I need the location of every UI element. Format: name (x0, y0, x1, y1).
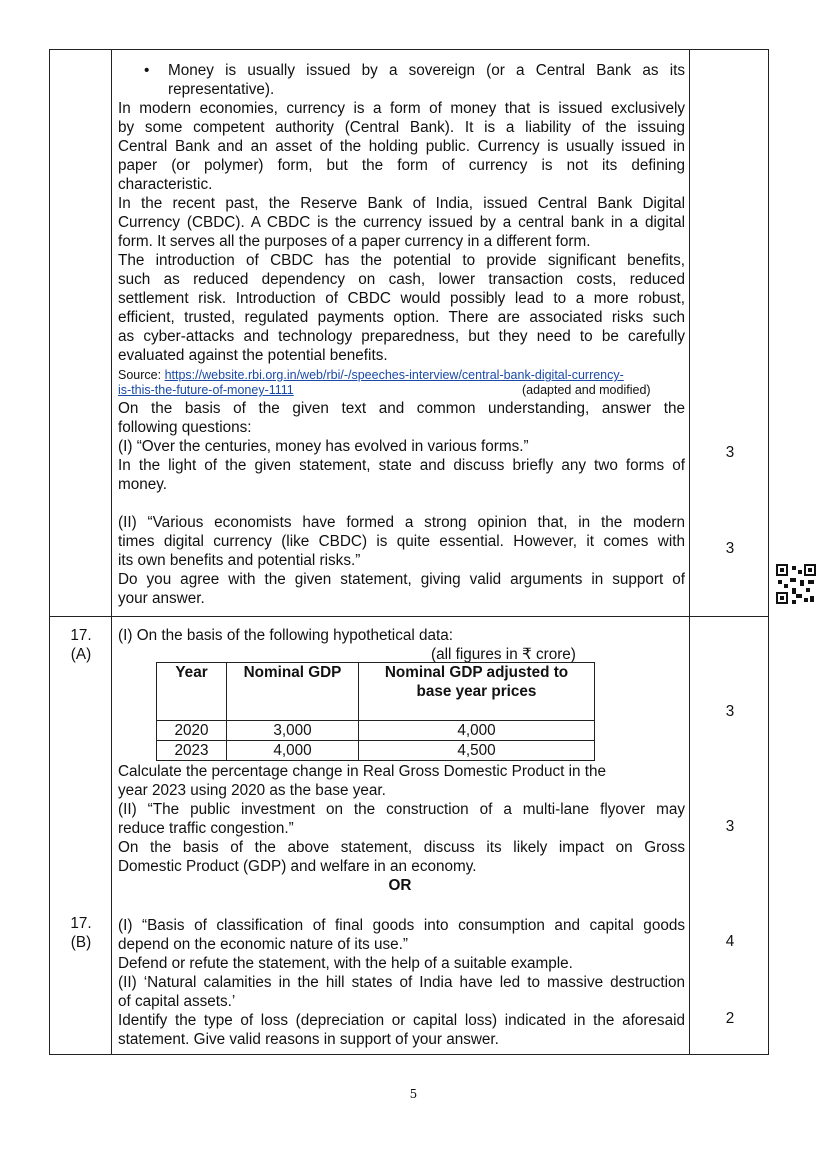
or-divider: OR (388, 877, 412, 894)
marks-value: 3 (725, 703, 735, 720)
source-line (118, 368, 685, 383)
passage-line: evaluated against the potential benefits. (118, 347, 388, 364)
table-cell: 2023 (157, 741, 227, 761)
table-cell: 2020 (157, 721, 227, 741)
bullet-text-line: representative). (168, 81, 275, 98)
question-part-1: (I) “Basis of classification of final goods into consumption and capital goods (118, 917, 685, 934)
question-number: 17. (70, 627, 92, 644)
bullet-text-line: Money is usually issued by a sovereign (or a Central Bank as its (168, 62, 685, 79)
column-divider-left (111, 50, 112, 1054)
table-cell: 4,000 (227, 741, 359, 761)
task-line: Do you agree with the given statement, giving valid arguments in support of (118, 571, 685, 588)
task-line: money. (118, 476, 168, 493)
passage-line: by some competent authority (Central Bank). It is a liability of the issuing (118, 119, 685, 136)
calc-line: year 2023 using 2020 as the base year. (118, 782, 386, 799)
question-part-2: (II) “The public investment on the construction of a multi-lane flyover may (118, 801, 685, 818)
instruction-line: On the basis of the given text and common understanding, answer the (118, 400, 685, 417)
task-line: Domestic Product (GDP) and welfare in an economy. (118, 858, 477, 875)
units-note: (all figures in ₹ crore) (431, 646, 576, 663)
passage-line: paper (or polymer) form, but the form of currency is not its defining (118, 157, 685, 174)
table-cell: 4,000 (359, 721, 595, 741)
passage-line: as cyber-attacks and technology preparedness, but they need to be carefully (118, 328, 685, 345)
task-line: your answer. (118, 590, 205, 607)
marks-value: 3 (725, 818, 735, 835)
bullet-dot: • (144, 62, 150, 79)
task-line: Identify the type of loss (depreciation or capital loss) indicated in the aforesaid (118, 1012, 685, 1029)
table-row (157, 721, 595, 741)
calc-line: Calculate the percentage change in Real Gross Domestic Product in the (118, 763, 607, 780)
question-sub-label: (A) (70, 646, 92, 663)
source-note: (adapted and modified) (522, 383, 651, 397)
marks-value: 3 (725, 540, 735, 557)
question-part-2: of capital assets.’ (118, 993, 236, 1010)
source-link[interactable]: https://website.rbi.org.in/web/rbi/-/speeches-interview/central-bank-digital-currency- (164, 368, 624, 382)
passage-line: In modern economies, currency is a form of money that is issued exclusively (118, 100, 685, 117)
source-line (118, 383, 685, 398)
question-intro: (I) On the basis of the following hypothetical data: (118, 627, 454, 644)
table-cell: 4,500 (359, 741, 595, 761)
passage-line: such as reduced dependency on cash, lower transaction costs, reduced (118, 271, 685, 288)
question-number: 17. (70, 915, 92, 932)
passage-line: efficient, trusted, regulated payments option. There are associated risks such (118, 309, 685, 326)
marks-value: 2 (725, 1010, 735, 1027)
question-part-2: its own benefits and potential risks.” (118, 552, 361, 569)
question-part-2: times digital currency (like CBDC) is quite essential. However, it comes with (118, 533, 685, 550)
table-header: Nominal GDP adjusted to base year prices (359, 663, 595, 721)
question-part-2: (II) “Various economists have formed a strong opinion that, in the modern (118, 514, 685, 531)
task-line: Defend or refute the statement, with the help of a suitable example. (118, 955, 573, 972)
page-number: 5 (409, 1087, 418, 1101)
table-header: Nominal GDP (227, 663, 359, 721)
row-divider (50, 616, 768, 617)
question-part-1: (I) “Over the centuries, money has evolved in various forms.” (118, 438, 529, 455)
gdp-table (156, 662, 595, 761)
source-label: Source: (118, 368, 162, 382)
task-line: statement. Give valid reasons in support of your answer. (118, 1031, 499, 1048)
qr-code-icon (776, 564, 816, 604)
question-sub-label: (B) (70, 934, 92, 951)
column-divider-right (689, 50, 690, 1054)
instruction-line: following questions: (118, 419, 252, 436)
passage-line: characteristic. (118, 176, 213, 193)
marks-value: 3 (725, 444, 735, 461)
table-cell: 3,000 (227, 721, 359, 741)
table-header-row (157, 663, 595, 721)
passage-line: The introduction of CBDC has the potential to provide significant benefits, (118, 252, 685, 269)
question-part-2: (II) ‘Natural calamities in the hill states of India have led to massive destruction (118, 974, 685, 991)
table-header: Year (157, 663, 227, 721)
table-row (157, 741, 595, 761)
passage-line: In the recent past, the Reserve Bank of India, issued Central Bank Digital (118, 195, 685, 212)
question-part-1: depend on the economic nature of its use.” (118, 936, 408, 953)
task-line: In the light of the given statement, state and discuss briefly any two forms of (118, 457, 685, 474)
passage-line: settlement risk. Introduction of CBDC would possibly lead to a more robust, (118, 290, 685, 307)
passage-line: Currency (CBDC). A CBDC is the currency issued by a central bank in a digital (118, 214, 685, 231)
passage-line: Central Bank and an asset of the holding public. Currency is usually issued in (118, 138, 685, 155)
source-link[interactable]: is-this-the-future-of-money-1111 (118, 383, 294, 397)
question-table (49, 49, 769, 1055)
passage-line: form. It serves all the purposes of a paper currency in a different form. (118, 233, 591, 250)
question-part-2: reduce traffic congestion.” (118, 820, 294, 837)
task-line: On the basis of the above statement, discuss its likely impact on Gross (118, 839, 685, 856)
marks-value: 4 (725, 933, 735, 950)
